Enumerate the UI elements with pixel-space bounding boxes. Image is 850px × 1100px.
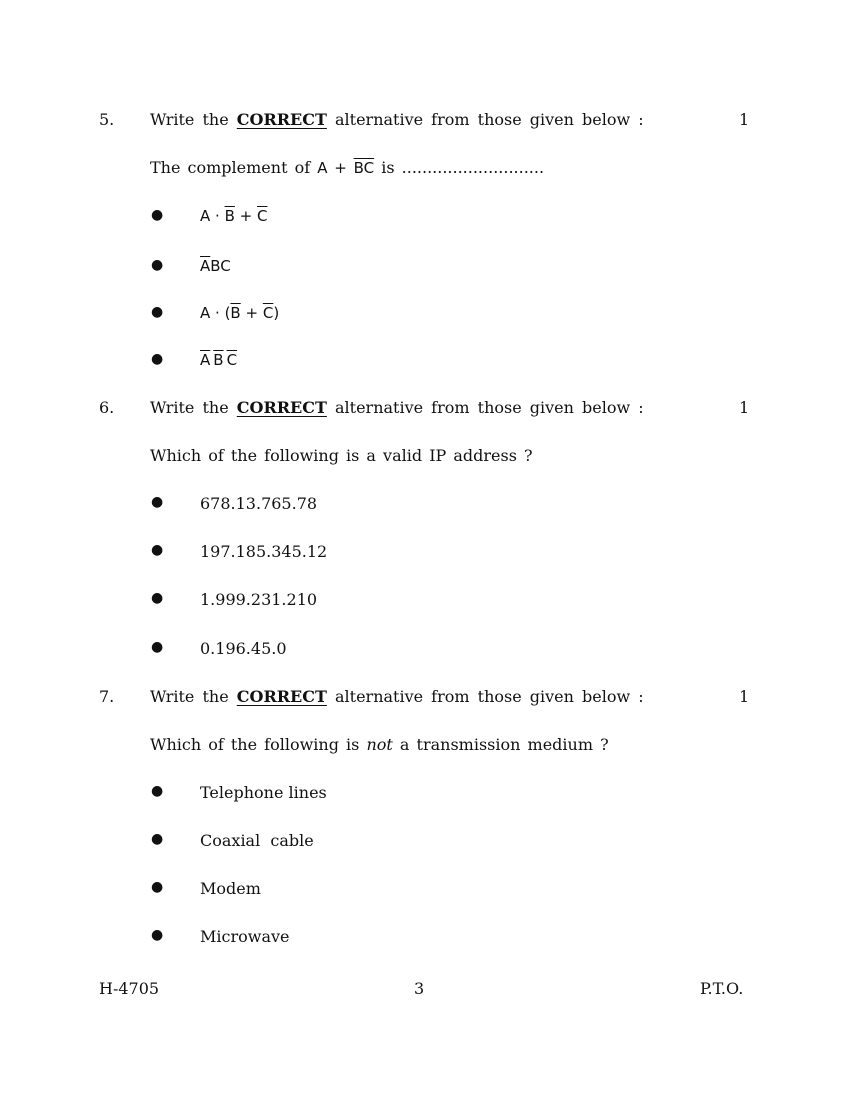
option-item bbox=[0, 590, 850, 612]
option-text: 678.13.765.78 bbox=[200, 494, 318, 513]
option-item bbox=[0, 927, 850, 949]
question-instruction: Write the CORRECT alternative from those given below : bbox=[150, 687, 644, 706]
question-stem: Which of the following is a valid IP address ? bbox=[150, 446, 533, 465]
bullet-icon: ● bbox=[151, 879, 164, 895]
option-text: Microwave bbox=[200, 927, 290, 946]
bullet-icon: ● bbox=[151, 304, 164, 320]
bullet-icon: ● bbox=[151, 351, 164, 367]
question-instruction: Write the CORRECT alternative from those given below : bbox=[150, 110, 644, 129]
question-stem: The complement of $A + \overline{BC}$ is ............................ bbox=[150, 158, 545, 177]
emphasis-not: not bbox=[366, 735, 393, 754]
option-text: 197.185.345.12 bbox=[200, 542, 328, 561]
bullet-icon: ● bbox=[151, 257, 164, 273]
page-number: 3 bbox=[414, 979, 425, 998]
question-number: 5. bbox=[99, 110, 115, 129]
question-number: 7. bbox=[99, 687, 115, 706]
option-item bbox=[0, 542, 850, 564]
pto-label: P.T.O. bbox=[700, 979, 744, 998]
correct-keyword: CORRECT bbox=[236, 398, 327, 417]
option-text: $\overline{A}BC$ bbox=[200, 257, 231, 275]
bullet-icon: ● bbox=[151, 927, 164, 943]
option-text: 0.196.45.0 bbox=[200, 639, 287, 658]
option-text: Coaxial cable bbox=[200, 831, 314, 850]
option-item bbox=[0, 831, 850, 853]
option-text: $A \cdot \overline{B} + \overline{C}$ bbox=[200, 207, 268, 225]
question-instruction: Write the CORRECT alternative from those given below : bbox=[150, 398, 644, 417]
option-text: Telephone lines bbox=[200, 783, 327, 802]
bullet-icon: ● bbox=[151, 639, 164, 655]
bullet-icon: ● bbox=[151, 207, 164, 223]
option-text: $\overline{A}$ $\overline{B}$ $\overline{C}$ bbox=[200, 351, 238, 369]
option-item bbox=[0, 879, 850, 901]
question-marks: 1 bbox=[739, 398, 750, 417]
paper-code: H-4705 bbox=[99, 979, 160, 998]
bullet-icon: ● bbox=[151, 831, 164, 847]
option-item bbox=[0, 207, 850, 229]
option-item bbox=[0, 494, 850, 516]
math-expression: $A + \overline{BC}$ bbox=[317, 159, 375, 177]
option-item bbox=[0, 304, 850, 326]
option-item bbox=[0, 783, 850, 805]
question-marks: 1 bbox=[739, 110, 750, 129]
correct-keyword: CORRECT bbox=[236, 110, 327, 129]
bullet-icon: ● bbox=[151, 590, 164, 606]
question-number: 6. bbox=[99, 398, 115, 417]
correct-keyword: CORRECT bbox=[236, 687, 327, 706]
option-text: Modem bbox=[200, 879, 261, 898]
option-text: 1.999.231.210 bbox=[200, 590, 318, 609]
option-text: $A \cdot (\overline{B} + \overline{C})$ bbox=[200, 304, 280, 322]
question-stem: Which of the following is not a transmission medium ? bbox=[150, 735, 609, 754]
bullet-icon: ● bbox=[151, 494, 164, 510]
option-item bbox=[0, 639, 850, 661]
option-item bbox=[0, 351, 850, 373]
option-item bbox=[0, 257, 850, 279]
bullet-icon: ● bbox=[151, 542, 164, 558]
bullet-icon: ● bbox=[151, 783, 164, 799]
question-marks: 1 bbox=[739, 687, 750, 706]
